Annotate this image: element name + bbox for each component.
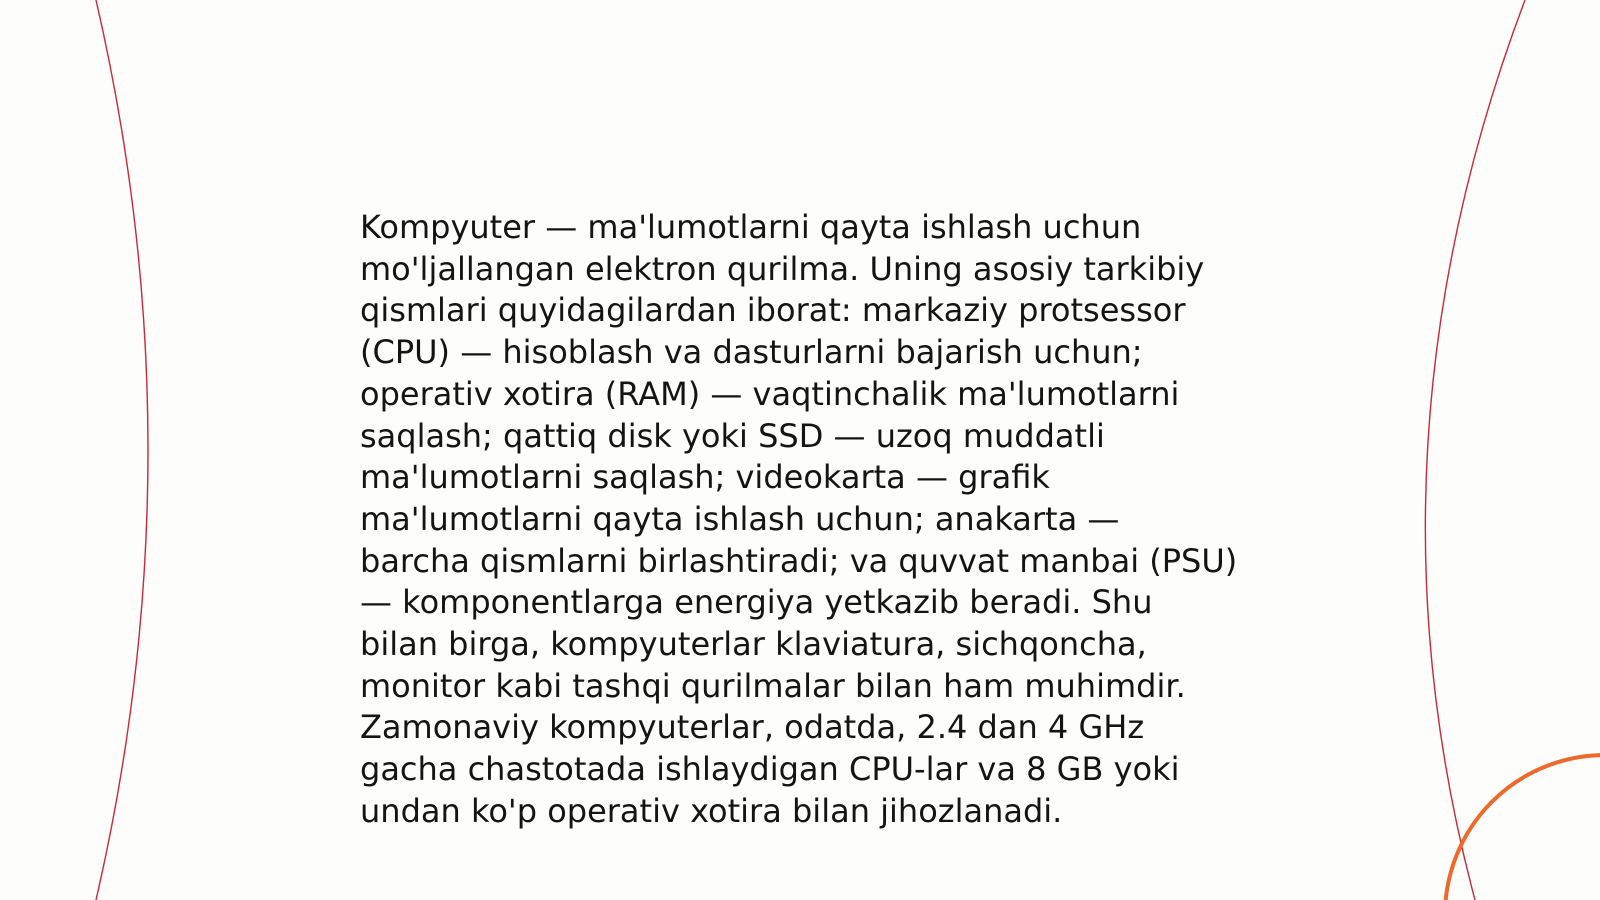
body-line: Zamonaviy kompyuterlar, odatda, 2.4 dan 4 GHz: [360, 708, 1145, 747]
body-line: — komponentlarga energiya yetkazib beradi. Shu: [360, 583, 1153, 622]
body-line: Kompyuter — ma'lumotlarni qayta ishlash uchun: [360, 208, 1142, 246]
body-line: (CPU) — hisoblash va dasturlarni bajarish uchun;: [360, 333, 1143, 372]
body-line: ma'lumotlarni qayta ishlash uchun; anakarta —: [360, 499, 1120, 538]
body-line: undan ko'p operativ xotira bilan jihozlanadi.: [360, 791, 1063, 830]
body-paragraph: [360, 207, 1260, 833]
body-line: operativ xotira (RAM) — vaqtinchalik ma'lumotlarni: [360, 374, 1180, 413]
right-arc-decoration: [1425, 0, 1525, 900]
body-line: saqlash; qattiq disk yoki SSD — uzoq muddatli: [360, 416, 1105, 455]
left-arc-decoration: [96, 0, 148, 900]
body-line: mo'ljallangan elektron qurilma. Uning asosiy tarkibiy: [360, 249, 1205, 288]
body-line: qismlari quyidagilardan iborat: markaziy protsessor: [360, 291, 1186, 330]
body-line: barcha qismlarni birlashtiradi; va quvvat manbai (PSU): [360, 541, 1238, 580]
body-line: monitor kabi tashqi qurilmalar bilan ham muhimdir.: [360, 666, 1186, 705]
orange-circle-decoration: [1445, 755, 1600, 900]
body-line: ma'lumotlarni saqlash; videokarta — grafik: [360, 458, 1050, 497]
body-line: gacha chastotada ishlaydigan CPU-lar va 8 GB yoki: [360, 750, 1180, 789]
body-line: bilan birga, kompyuterlar klaviatura, sichqoncha,: [360, 625, 1147, 664]
